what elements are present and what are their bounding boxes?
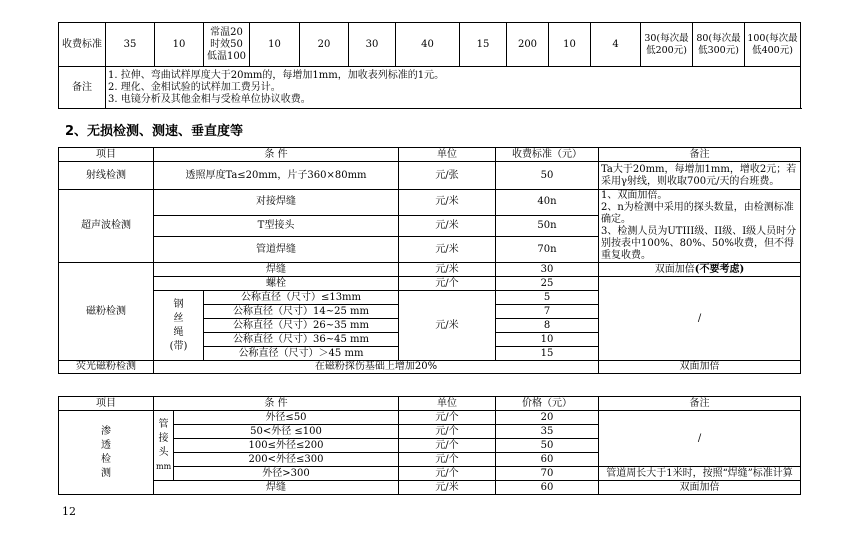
header-condition: 条 件 [154,148,399,162]
header-note: 备注 [599,397,801,411]
pipe-fee: 60 [496,453,599,467]
fluorescent-condition: 在磁粉探伤基础上增加20% [154,361,599,374]
penetrant-weld-fee: 60 [496,481,599,495]
item-char: 渗 [101,425,111,437]
pipe-fee: 20 [496,411,599,425]
magnetic-weld-unit: 元/米 [399,263,496,277]
magnetic-weld-fee: 30 [496,263,599,277]
ultrasonic-unit: 元/米 [399,237,496,263]
rope-label-char: 绳 [173,326,184,338]
magnetic-bolt-note: / [599,277,801,361]
rope-label-char: 钢 [173,298,184,310]
ultrasonic-fee: 70n [496,237,599,263]
header-item: 项目 [59,148,154,162]
radiography-unit: 元/张 [399,162,496,190]
fee-label: 收费标准 [59,23,106,67]
penetrant-weld-note: 双面加倍 [599,481,801,495]
ultrasonic-condition: T型接头 [154,215,399,237]
rope-condition: 公称直径（尺寸）26~35 mm [204,319,399,333]
pipe-slash-note: / [599,411,801,467]
fee-cell: 30(每次最低200元) [641,23,693,67]
fee-cell: 35 [106,23,155,67]
fee-cell: 4 [591,23,641,67]
note-line: 1. 拉伸、弯曲试样厚度大于20mm的，每增加1mm，加收表列标准的1元。 [108,69,445,81]
fee-cell: 30 [349,23,396,67]
note-emphasis: (不要考虑) [694,263,745,275]
rope-condition: 公称直径（尺寸）≤13mm [204,291,399,305]
ultrasonic-unit: 元/米 [399,190,496,216]
pipe-condition: 外径>300 [174,467,399,481]
fee-cell: 10 [155,23,204,67]
pipe-fee: 50 [496,439,599,453]
pipe-label-char: 管 [158,418,169,430]
fee-cell: 15 [460,23,507,67]
note-line: 3. 电镜分析及其他金相与受检单位协议收费。 [108,93,311,105]
pipe-unit: 元/个 [399,439,496,453]
rope-condition: 公称直径（尺寸）14~25 mm [204,305,399,319]
magnetic-bolt-condition: 螺栓 [154,277,399,291]
item-char: 透 [101,439,111,451]
rope-fee: 7 [496,305,599,319]
rope-unit: 元/米 [399,291,496,361]
magnetic-weld-note [599,263,801,277]
radiography-note: Ta大于20mm，每增加1mm，增收2元；若采用γ射线，则收取700元/天的台班费。 [599,162,801,190]
fee-cell: 20 [300,23,349,67]
ultrasonic-notes [599,190,801,263]
radiography-fee: 50 [496,162,599,190]
big-pipe-note: 管道周长大于1米时，按照“焊缝”标准计算 [599,467,801,481]
ultrasonic-unit: 元/米 [399,215,496,237]
magnetic-bolt-unit: 元/个 [399,277,496,291]
page-number: 12 [62,505,76,518]
rope-label-char: 丝 [173,312,184,324]
pipe-condition: 外径≤50 [174,411,399,425]
fee-table-top [58,22,801,109]
rope-condition: 公称直径（尺寸）36~45 mm [204,333,399,347]
ultrasonic-condition: 对接焊缝 [154,190,399,216]
penetrant-table [58,396,801,495]
fee-cell: 80(每次最低300元) [693,23,745,67]
rope-fee: 5 [496,291,599,305]
header-condition: 条 件 [154,397,399,411]
rope-fee: 10 [496,333,599,347]
rope-label-char: (带) [169,340,188,352]
rope-fee: 8 [496,319,599,333]
header-note: 备注 [599,148,801,162]
rope-condition: 公称直径（尺寸）＞45 mm [204,347,399,361]
rope-fee: 15 [496,347,599,361]
note-text: 双面加倍 [654,263,695,275]
rope-label [154,291,204,361]
pipe-unit: 元/个 [399,411,496,425]
pipe-label-char: 接 [158,432,169,444]
header-unit: 单位 [399,397,496,411]
pipe-fee: 35 [496,425,599,439]
pipe-condition: 100≤外径≤200 [174,439,399,453]
fluorescent-note: 双面加倍 [599,361,801,374]
pipe-condition: 200<外径≤300 [174,453,399,467]
ndt-table [58,147,801,374]
header-fee: 价格（元） [496,397,599,411]
fluorescent-item: 荧光磁粉检测 [59,361,154,374]
pipe-unit: 元/个 [399,425,496,439]
radiography-item: 射线检测 [59,162,154,190]
section-heading: 2、无损检测、测速、垂直度等 [65,124,244,139]
pipe-condition: 50<外径 ≤100 [174,425,399,439]
penetrant-weld-unit: 元/米 [399,481,496,495]
header-unit: 单位 [399,148,496,162]
notes-label: 备注 [59,67,106,109]
magnetic-bolt-fee: 25 [496,277,599,291]
note-line: 1、双面加倍。 [601,190,668,201]
header-fee: 收费标准（元） [496,148,599,162]
magnetic-weld-condition: 焊缝 [154,263,399,277]
ultrasonic-item: 超声波检测 [59,190,154,263]
magnetic-item: 磁粉检测 [59,263,154,361]
fee-cell: 100(每次最低400元) [745,23,801,67]
radiography-condition: 透照厚度Ta≤20mm，片子360×80mm [154,162,399,190]
item-char: 检 [101,453,111,465]
ultrasonic-fee: 40n [496,190,599,216]
fee-cell: 40 [396,23,460,67]
fee-cell: 常温20 时效50 低温100 [204,23,250,67]
note-line: 2、n为检测中采用的探头数量，由检测标准确定。 [601,202,794,225]
pipe-label-char: 头 [158,446,169,458]
note-line: 3、检测人员为UTIII级、II级、I级人员时分别按表中100%、80%、50%收费，但不得重复收费。 [601,226,797,261]
ultrasonic-fee: 50n [496,215,599,237]
header-item: 项目 [59,397,154,411]
fee-cell: 10 [250,23,300,67]
pipe-unit: 元/个 [399,467,496,481]
penetrant-item [59,411,154,495]
penetrant-weld-condition: 焊缝 [154,481,399,495]
pipe-unit: 元/个 [399,453,496,467]
item-char: 测 [101,467,111,479]
pipe-label [154,411,174,481]
fee-cell: 200 [507,23,549,67]
pipe-fee: 70 [496,467,599,481]
fee-cell: 10 [549,23,591,67]
ultrasonic-condition: 管道焊缝 [154,237,399,263]
notes-cell [106,67,801,109]
note-line: 2. 理化、金相试验的试样加工费另计。 [108,81,281,93]
pipe-label-char: mm [156,461,172,471]
